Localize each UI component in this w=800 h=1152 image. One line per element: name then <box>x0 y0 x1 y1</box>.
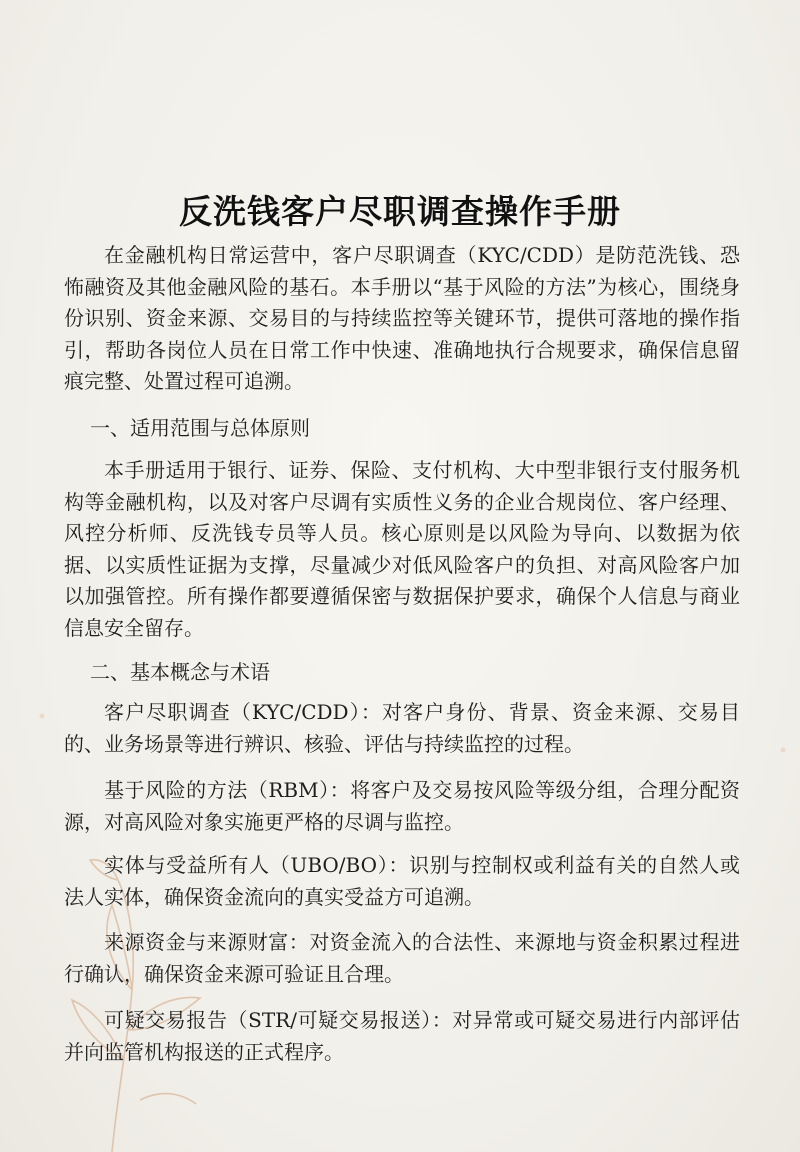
term-item <box>64 697 740 760</box>
section1-text: 本手册适用于银行、证券、保险、支付机构、大中型非银行支付服务机构等金融机构，以及对客户尽调有实质性义务的企业合规岗位、客户经理、风控分析师、反洗钱专员等人员。核心原则是以风险为导向、以数据为依据、以实质性证据为支撑，尽量减少对低风险客户的负担、对高风险客户加以加强管控。所有操作都要遵循保密与数据保护要求，确保个人信息与商业信息安全留存。 <box>64 458 740 640</box>
section1-paragraph <box>64 455 740 644</box>
section1-heading: 一、适用范围与总体原则 <box>90 416 310 440</box>
section2-heading: 二、基本概念与术语 <box>90 660 270 684</box>
term-text: 可疑交易报告（STR/可疑交易报送）：对异常或可疑交易进行内部评估并向监管机构报送的正式程序。 <box>64 1008 740 1064</box>
term-text: 基于风险的方法（RBM）：将客户及交易按风险等级分组，合理分配资源，对高风险对象实施更严格的尽调与监控。 <box>64 778 740 834</box>
term-text: 来源资金与来源财富：对资金流入的合法性、来源地与资金积累过程进行确认，确保资金来源可验证且合理。 <box>64 930 740 986</box>
intro-paragraph <box>64 240 740 398</box>
document-title: 反洗钱客户尽职调查操作手册 <box>179 192 621 231</box>
term-text: 客户尽职调查（KYC/CDD）：对客户身份、背景、资金来源、交易目的、业务场景等进行辨识、核验、评估与持续监控的过程。 <box>64 700 740 756</box>
term-text: 实体与受益所有人（UBO/BO）：识别与控制权或利益有关的自然人或法人实体，确保资金流向的真实受益方可追溯。 <box>64 853 740 909</box>
term-item <box>64 927 740 990</box>
term-item <box>64 1005 740 1068</box>
intro-text: 在金融机构日常运营中，客户尽职调查（KYC/CDD）是防范洗钱、恐怖融资及其他金融风险的基石。本手册以“基于风险的方法”为核心，围绕身份识别、资金来源、交易目的与持续监控等关键环节，提供可落地的操作指引，帮助各岗位人员在日常工作中快速、准确地执行合规要求，确保信息留痕完整、处置过程可追溯。 <box>64 243 740 393</box>
term-item <box>64 775 740 838</box>
term-item <box>64 850 740 913</box>
